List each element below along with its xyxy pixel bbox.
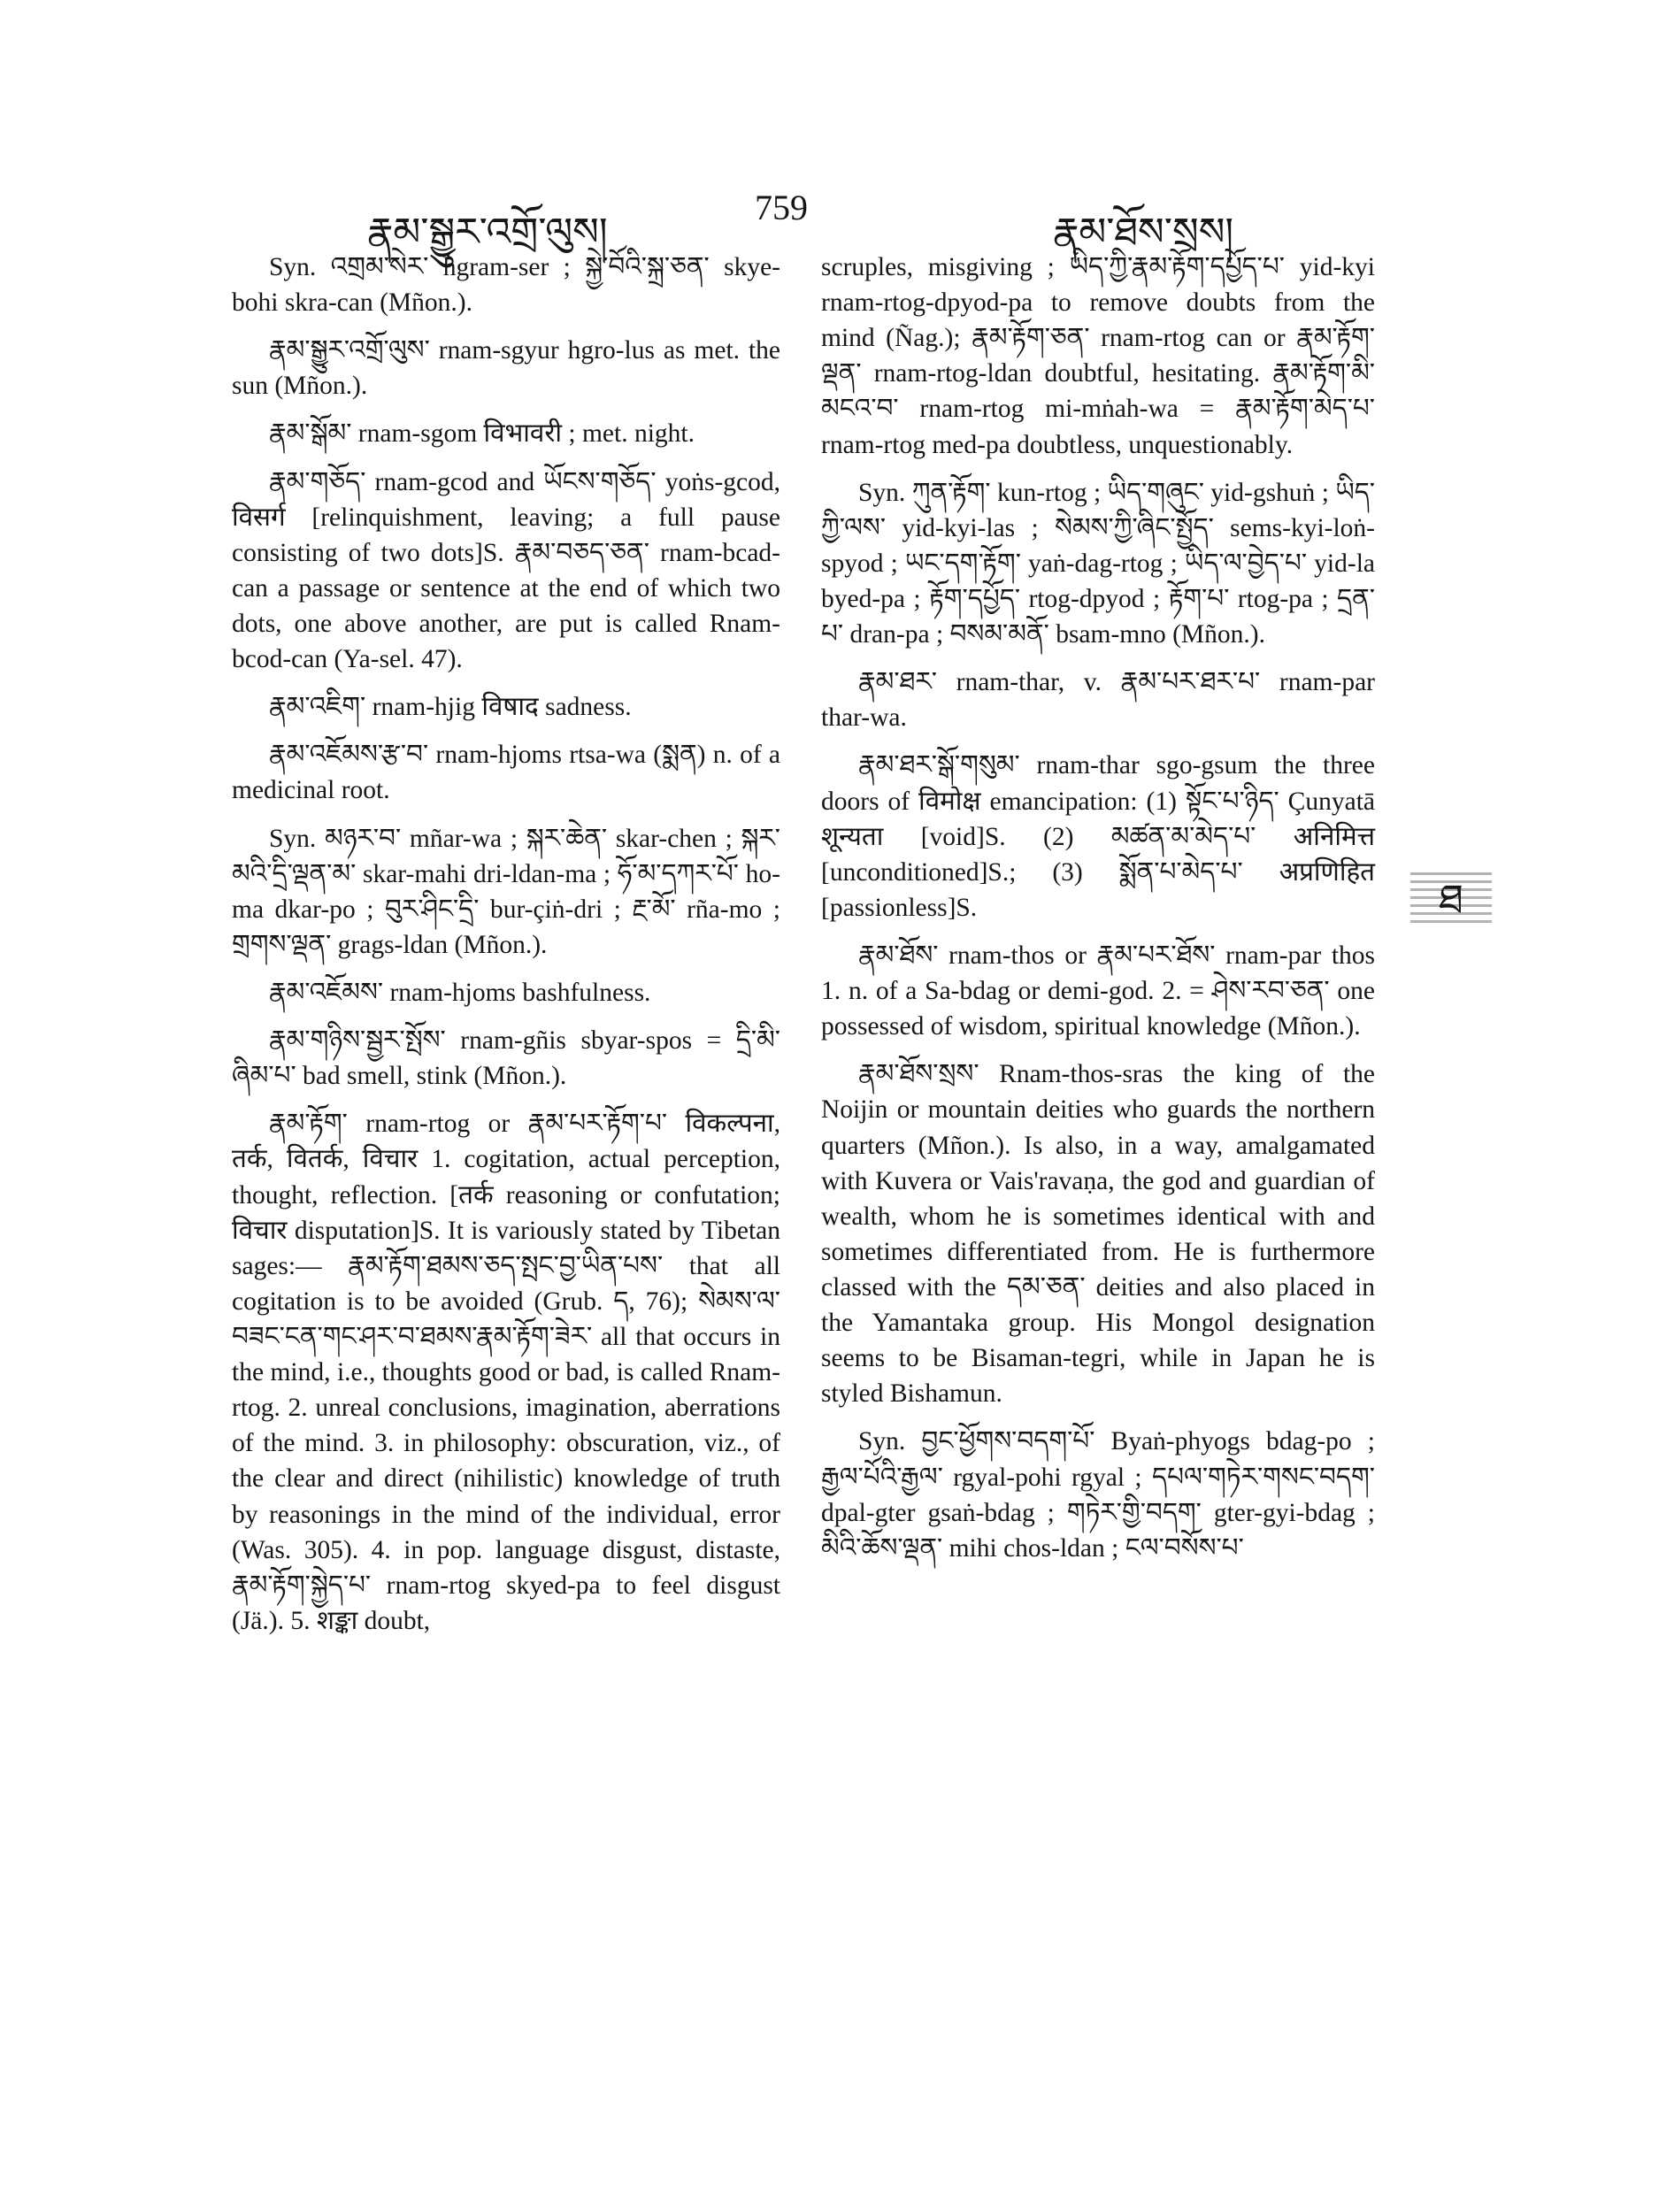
dictionary-entry: རྣམ་ཐོས་ rnam-thos or རྣམ་པར་ཐོས་ rnam-par thos 1. n. of a Sa-bdag or demi-god. 2. = ཤེས་རབ་ཅན་ one possessed of wisdom, spiritual knowledge (Mñon.). [821, 941, 1375, 1041]
left-column [232, 250, 780, 1651]
section-thumb-index-mark [1410, 865, 1492, 934]
dictionary-entry: རྣམ་སྒྱུར་འགྲོ་ལུས་ rnam-sgyur hgro-lus as met. the sun (Mñon.). [232, 336, 780, 401]
dictionary-entry: རྣམ་ཐར་ rnam-thar, v. རྣམ་པར་ཐར་པ་ rnam-par thar-wa. [821, 668, 1375, 733]
header-left-headword: རྣམ་སྒྱུར་འགྲོ་ལུས། [367, 211, 608, 254]
thumb-index-letter: ཐ [1439, 877, 1463, 922]
dictionary-entry: རྣམ་གཅོད་ rnam-gcod and ཡོངས་གཅོད་ yoṅs-gcod, विसर्ग [relinquishment, leaving; a full pause consisting of two dots]S. རྣམ་བཅད་ཅན་ rnam-bcad-can a passage or sentence at the end of which two dots, one above another, are put is called Rnam-bcod-can (Ya-sel. 47). [232, 467, 780, 674]
dictionary-entry: རྣམ་འཇིག་ rnam-hjig विषाद sadness. [269, 693, 632, 722]
dictionary-entry: རྣམ་འཇོམས་ rnam-hjoms bashfulness. [269, 978, 651, 1007]
dictionary-entry: རྣམ་གཉིས་སྦྱར་སྤོས་ rnam-gñis sbyar-spos = དྲི་མི་ཞིམ་པ་ bad smell, stink (Mñon.). [232, 1026, 780, 1091]
page-number: 759 [755, 188, 808, 227]
thumb-index-lines [1410, 872, 1492, 927]
dictionary-entry: Syn. མཉར་བ་ mñar-wa ; སྐར་ཆེན་ skar-chen ; སྐར་མའི་དྲི་ལྡན་མ་ skar-mahi dri-ldan-ma ; ཧོ་མ་དཀར་པོ་ ho-ma dkar-po ; བུར་ཤིང་དྲི་ bur-çiṅ-dri ; རྔ་མོ་ rña-mo ; གྲགས་ལྡན་ grags-ldan (Mñon.). [232, 824, 780, 959]
dictionary-entry-continued: scruples, misgiving ; ཡིད་ཀྱི་རྣམ་རྟོག་དཔྱོད་པ་ yid-kyi rnam-rtog-dpyod-pa to remove doubts from the mind (Ñag.); རྣམ་རྟོག་ཅན་ rnam-rtog can or རྣམ་རྟོག་ལྡན་ rnam-rtog-ldan doubtful, hesitating. རྣམ་རྟོག་མི་མངའ་བ་ rnam-rtog mi-mṅah-wa = རྣམ་རྟོག་མེད་པ་ rnam-rtog med-pa doubtless, unquestionably. [821, 253, 1375, 459]
header-right-headword: རྣམ་ཐོས་སྲས། [1053, 211, 1234, 254]
dictionary-entry: Syn. འགྲམ་སེར་ hgram-ser ; སྐྱེ་བོའི་སྐྲ་ཅན་ skye-bohi skra-can (Mñon.). [232, 253, 780, 318]
dictionary-entry: རྣམ་འཇོམས་རྩ་བ་ rnam-hjoms rtsa-wa (སྨན) n. of a medicinal root. [232, 741, 780, 805]
dictionary-entry: རྣམ་རྟོག་ rnam-rtog or རྣམ་པར་རྟོག་པ་ विकल्पना, तर्क, वितर्क, विचार 1. cogitation, actual perception, thought, reflection. [तर्क reasoning or confutation; विचार disputation]S. It is variously stated by Tibetan sages:— རྣམ་རྟོག་ཐམས་ཅད་སྤང་བྱ་ཡིན་པས་ that all cogitation is to be avoided (Grub. ད, 76); སེམས་ལ་བཟང་ངན་གང་ཤར་བ་ཐམས་རྣམ་རྟོག་ཟེར་ all that occurs in the mind, i.e., thoughts good or bad, is called Rnam-rtog. 2. unreal conclusions, imagination, aberrations of the mind. 3. in philosophy: obscuration, viz., of the clear and direct (nihilistic) knowledge of truth by reasonings in the mind of the individual, error (Was. 305). 4. in pop. language disgust, distaste, རྣམ་རྟོག་སྐྱེད་པ་ rnam-rtog skyed-pa to feel disgust (Jä.). 5. शङ्का doubt, [232, 1110, 780, 1635]
dictionary-entry: Syn. བྱང་ཕྱོགས་བདག་པོ་ Byaṅ-phyogs bdag-po ; རྒྱལ་པོའི་རྒྱལ་ rgyal-pohi rgyal ; དཔལ་གཏེར་གསང་བདག་ dpal-gter gsaṅ-bdag ; གཏེར་གྱི་བདག་ gter-gyi-bdag ; མིའི་ཆོས་ལྡན་ mihi chos-ldan ; ངལ་བསོས་པ་ [821, 1427, 1375, 1563]
dictionary-entry: རྣམ་སྒོམ་ rnam-sgom विभावरी ; met. night. [269, 419, 695, 449]
page-header [226, 181, 1438, 254]
dictionary-entry: Syn. ཀུན་རྟོག་ kun-rtog ; ཡིད་གཞུང་ yid-gshuṅ ; ཡིད་ཀྱི་ལས་ yid-kyi-las ; སེམས་ཀྱི་ཞིང་སྤྱོད་ sems-kyi-loṅ-spyod ; ཡང་དག་རྟོག་ yaṅ-dag-rtog ; ཡིད་ལ་བྱེད་པ་ yid-la byed-pa ; རྟོག་དཔྱོད་ rtog-dpyod ; རྟོག་པ་ rtog-pa ; དྲན་པ་ dran-pa ; བསམ་མནོ་ bsam-mno (Mñon.). [821, 478, 1375, 649]
right-column [821, 250, 1375, 1578]
dictionary-entry: རྣམ་ཐོས་སྲས་ Rnam-thos-sras the king of the Noijin or mountain deities who guards the northern quarters (Mñon.). Is also, in a way, amalgamated with Kuvera or Vais'ravaṇa, the god and guardian of wealth, whom he is sometimes identical with and sometimes differentiated from. He is furthermore classed with the དམ་ཅན་ deities and also placed in the Yamantaka group. His Mongol designation seems to be Bisaman-tegri, while in Japan he is styled Bishamun. [821, 1060, 1375, 1409]
dictionary-entry: རྣམ་ཐར་སྒོ་གསུམ་ rnam-thar sgo-gsum the three doors of विमोक्ष emancipation: (1) སྟོང་པ་ཉིད་ Çunyatā शून्यता [void]S. (2) མཚན་མ་མེད་པ་ अनिमित्त [unconditioned]S.; (3) སྨོན་པ་མེད་པ་ अप्रणिहित [passionless]S. [821, 751, 1375, 922]
